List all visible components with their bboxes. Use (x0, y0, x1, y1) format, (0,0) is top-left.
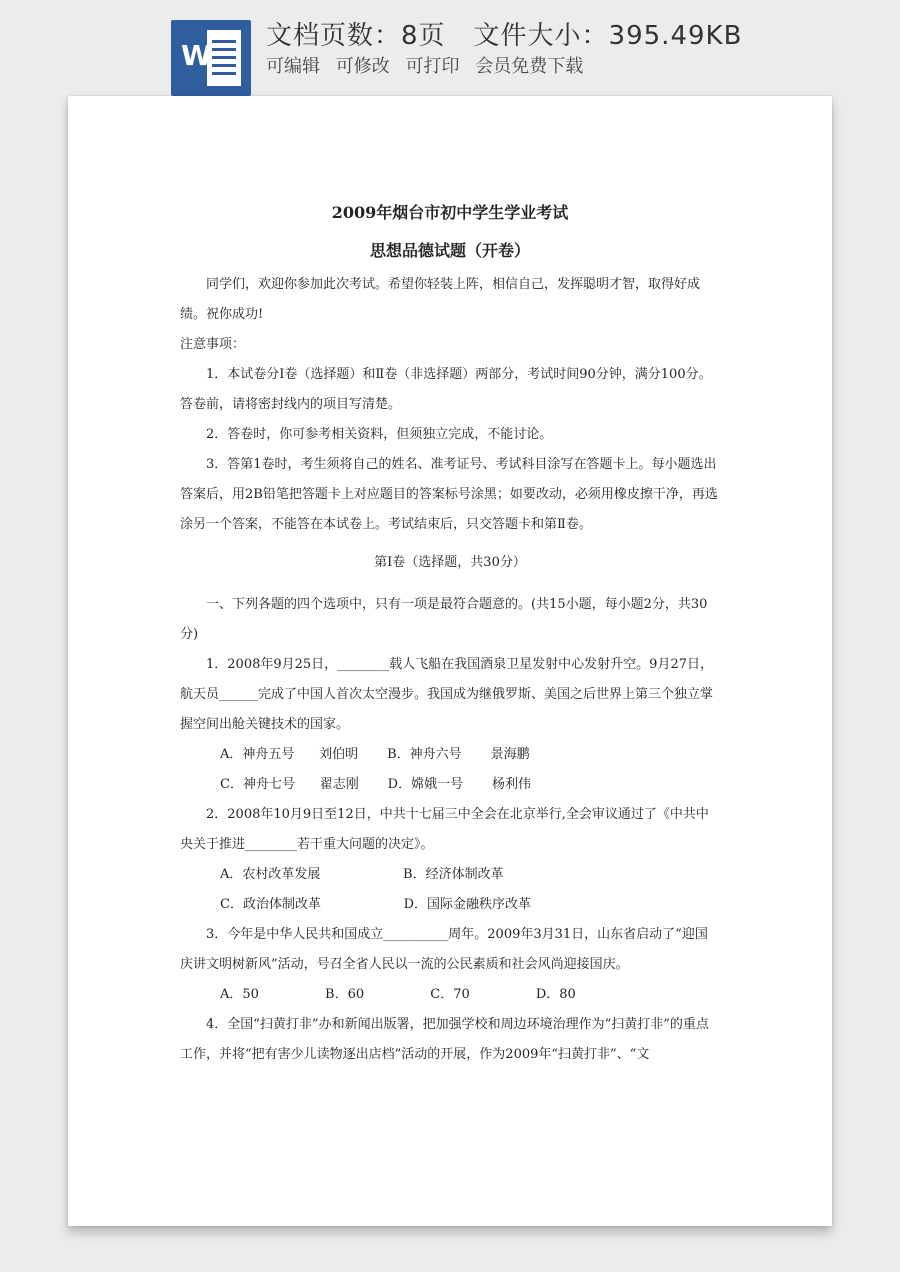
notes-label: 注意事项： (180, 337, 246, 352)
question-3-options: A．50 B．60 C．70 D．80 (220, 987, 576, 1002)
feature-list (266, 54, 593, 80)
exam-subtitle: 思想品德试题（开卷） (369, 241, 530, 260)
feature-modifiable: 可修改 (335, 56, 390, 77)
file-info (266, 18, 742, 54)
page-count: 文档页数：8页 (266, 21, 446, 51)
question-1-options: C．神舟七号 翟志刚 D．嫦娥一号 杨利伟 (220, 777, 532, 792)
note-item: 1．本试卷分Ⅰ卷（选择题）和Ⅱ卷（非选择题）两部分，考试时间90分钟，满分100分。答卷前，请将密封线内的项目写清楚。 (180, 367, 712, 412)
question-2: 2．2008年10月9日至12日，中共十七届三中全会在北京举行,全会审议通过了《中共中央关于推进________若干重大问题的决定》。 (180, 807, 709, 852)
question-2-options: A．农村改革发展 B．经济体制改革 (220, 867, 504, 882)
word-icon (171, 20, 251, 96)
instructions: 一、下列各题的四个选项中，只有一项是最符合题意的。(共15小题，每小题2分，共30分) (180, 597, 708, 642)
download-banner (0, 0, 900, 96)
word-icon-page (207, 30, 241, 86)
note-item: 2．答卷时，你可参考相关资料，但须独立完成，不能讨论。 (206, 427, 553, 442)
feature-printable: 可打印 (405, 56, 460, 77)
document-content (180, 198, 720, 1070)
question-3: 3．今年是中华人民共和国成立__________周年。2009年3月31日，山东省启动了“迎国庆讲文明树新风”活动，号召全省人民以一流的公民素质和社会风尚迎接国庆。 (180, 927, 708, 972)
question-1-options: A．神舟五号 刘伯明 B．神舟六号 景海鹏 (220, 747, 530, 762)
word-icon-letter: W (181, 39, 212, 72)
feature-editable: 可编辑 (266, 56, 320, 77)
note-item: 3．答第1卷时，考生须将自己的姓名、准考证号、考试科目涂写在答题卡上。每小题选出答案后，用2B铅笔把答题卡上对应题目的答案标号涂黑；如要改动，必须用橡皮擦干净，再选涂另一个答案，不能答在本试卷上。考试结束后，只交答题卡和第Ⅱ卷。 (180, 457, 718, 532)
file-size: 文件大小：395.49KB (473, 21, 743, 51)
intro-paragraph: 同学们，欢迎你参加此次考试。希望你轻装上阵，相信自己，发挥聪明才智，取得好成绩。祝你成功! (180, 277, 701, 322)
section-heading: 第Ⅰ卷（选择题，共30分） (374, 555, 526, 570)
exam-title: 2009年烟台市初中学生学业考试 (331, 203, 569, 222)
question-1: 1．2008年9月25日，________载人飞船在我国酒泉卫星发射中心发射升空。9月27日，航天员______完成了中国人首次太空漫步。我国成为继俄罗斯、美国之后世界上第三个独立掌握空间出舱关键技术的国家。 (180, 657, 714, 732)
question-4: 4．全国“扫黄打非”办和新闻出版署，把加强学校和周边环境治理作为“扫黄打非”的重点工作，并将“把有害少儿读物逐出店档”活动的开展，作为2009年“扫黄打非”、“文 (180, 1017, 709, 1062)
document-page (68, 96, 832, 1226)
feature-member-download[interactable]: 会员免费下载 (475, 56, 584, 77)
question-2-options: C．政治体制改革 D．国际金融秩序改革 (220, 897, 532, 912)
